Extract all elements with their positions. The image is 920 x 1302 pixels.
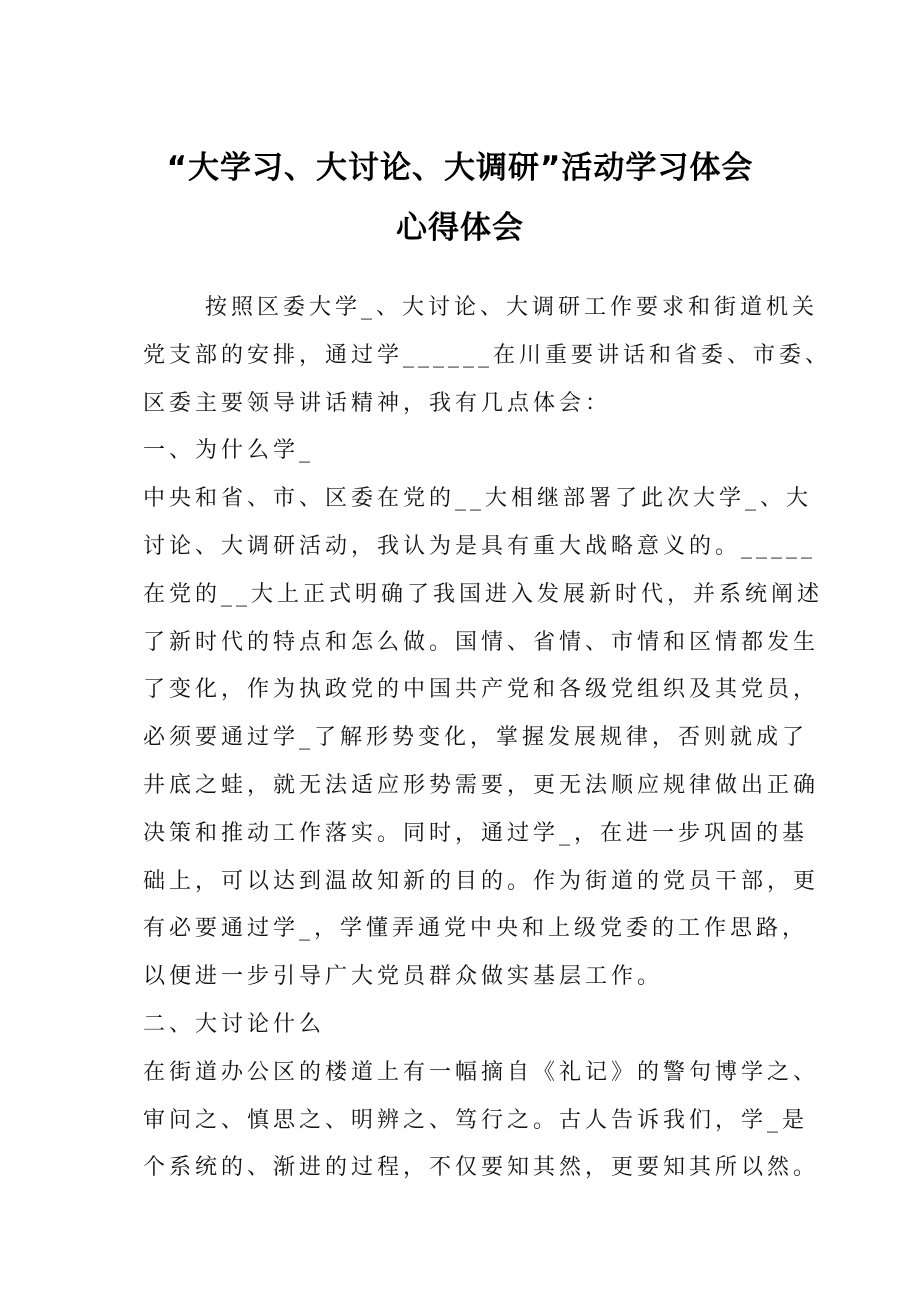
body-line: 必须要通过学_了解形势变化，掌握发展规律，否则就成了 [143, 725, 809, 751]
body-line: 区委主要领导讲话精神，我有几点体会： [143, 390, 612, 416]
body-line: 了新时代的特点和怎么做。国情、省情、市情和区情都发生 [143, 629, 820, 655]
section-heading: 一、为什么学_ [143, 438, 315, 464]
body-line: 决策和推动工作落实。同时，通过学_，在进一步巩固的基 [143, 820, 809, 846]
document-title-line-2: 心得体会 [396, 210, 524, 246]
body-line: 审问之、慎思之、明辨之、笃行之。古人告诉我们，学_是 [143, 1107, 809, 1133]
body-line: 讨论、大调研活动，我认为是具有重大战略意义的。_____ [143, 533, 817, 559]
document-title-line-1: “大学习、大讨论、大调研”活动学习体会 [166, 150, 754, 186]
body-line: 以便进一步引导广大党员群众做实基层工作。 [143, 964, 664, 990]
body-line: 在街道办公区的楼道上有一幅摘自《礼记》的警句博学之、 [143, 1059, 820, 1085]
body-line: 党支部的安排，通过学______在川重要讲话和省委、市委、 [143, 342, 832, 368]
body-line: 了变化，作为执政党的中国共产党和各级党组织及其党员， [143, 677, 820, 703]
body-line: 中央和省、市、区委在党的__大相继部署了此次大学_、大 [143, 486, 813, 512]
body-line: 有必要通过学_，学懂弄通党中央和上级党委的工作思路， [143, 916, 809, 942]
body-line: 个系统的、渐进的过程，不仅要知其然，更要知其所以然。 [143, 1155, 820, 1181]
body-line: 础上，可以达到温故知新的目的。作为街道的党员干部，更 [143, 868, 820, 894]
section-heading: 二、大讨论什么 [143, 1011, 326, 1037]
body-line: 在党的__大上正式明确了我国进入发展新时代，并系统阐述 [143, 581, 824, 607]
body-line: 井底之蛙，就无法适应形势需要，更无法顺应规律做出正确 [143, 772, 820, 798]
document-body [143, 284, 832, 1192]
body-line: 按照区委大学_、大讨论、大调研工作要求和街道机关 [205, 295, 819, 320]
